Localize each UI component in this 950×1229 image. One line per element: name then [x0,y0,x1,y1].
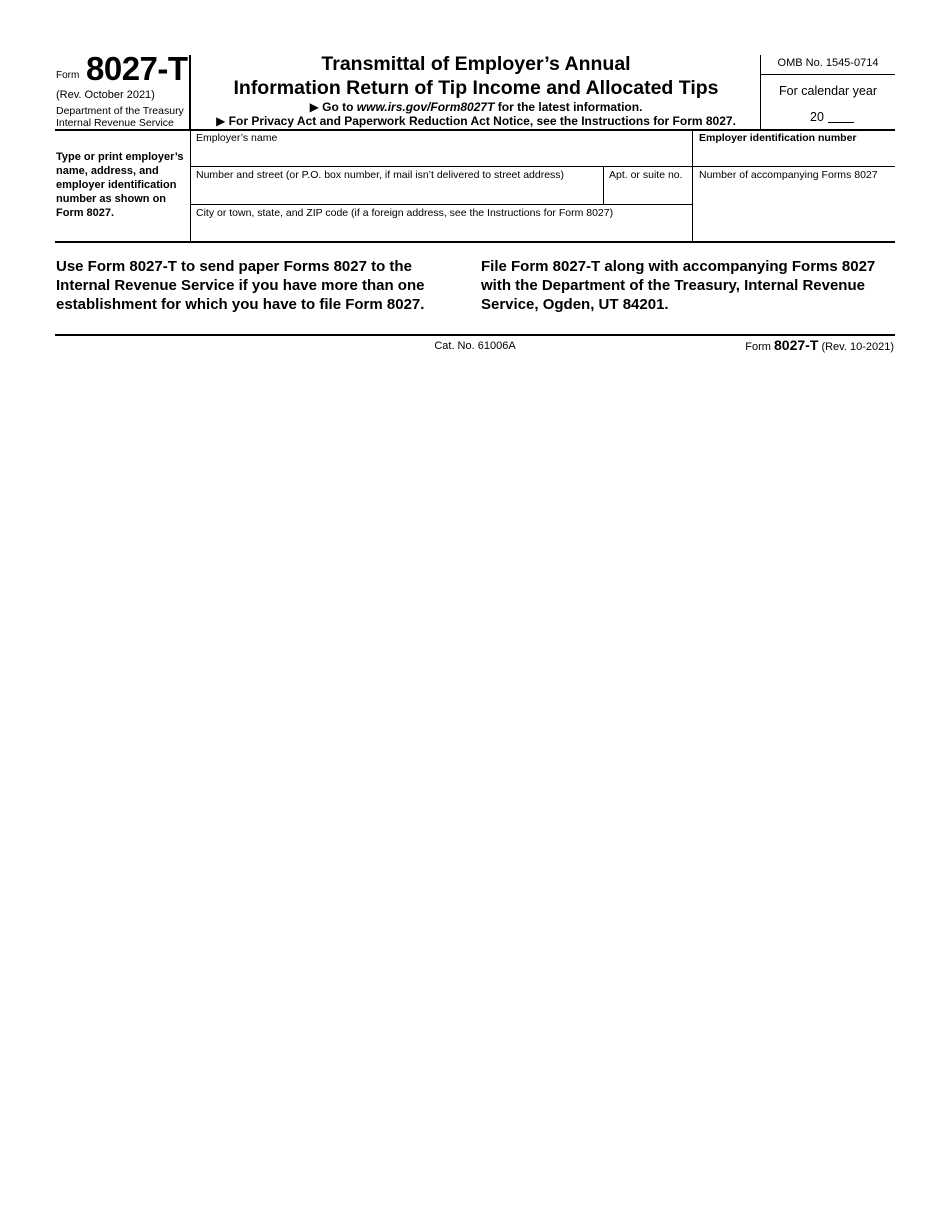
form-title-line1: Transmittal of Employer’s Annual [321,53,631,75]
form-label: Form [56,70,80,81]
irs-url-link[interactable]: www.irs.gov/Form8027T [356,100,495,114]
goto-prefix: ▶ Go to [309,100,357,114]
calendar-year-label: For calendar year [779,84,877,98]
divider [692,131,693,242]
divider [191,204,693,205]
form-title-line2: Information Return of Tip Income and Allocated Tips [233,77,719,99]
divider [693,166,895,167]
block-bottom-rule [55,241,895,243]
city-state-zip-field[interactable]: City or town, state, and ZIP code (if a foreign address, see the Instructions for Form 8027) [196,207,614,219]
divider [191,166,693,167]
form-revision: (Rev. October 2021) [56,89,155,101]
goto-suffix: for the latest information. [494,100,643,114]
catalog-number: Cat. No. 61006A [434,340,516,352]
privacy-notice: ▶ For Privacy Act and Paperwork Reduction Act Notice, see the Instructions for Form 8027. [216,114,736,128]
street-address-field[interactable]: Number and street (or P.O. box number, if mail isn’t delivered to street address) [196,169,565,181]
employer-name-field[interactable]: Employer’s name [196,132,278,144]
divider [603,166,604,204]
form-title [191,52,761,100]
issuing-agency [56,105,190,129]
year-prefix: 20 [810,110,824,124]
omb-number: OMB No. 1545-0714 [777,57,879,69]
year-input[interactable] [828,122,854,123]
footer-revision: (Rev. 10-2021) [821,341,894,353]
filing-instructions: File Form 8027-T along with accompanying Forms 8027 with the Department of the Treasury, Internal Revenue Service, Ogden, UT 84201. [481,258,876,313]
num-forms-field[interactable]: Number of accompanying Forms 8027 [699,169,878,181]
department-name: Department of the Treasury [56,105,184,117]
footer-rule [55,334,895,336]
usage-instructions: Use Form 8027-T to send paper Forms 8027 to the Internal Revenue Service if you have more than one establishment for which you have to file Form 8027. [56,258,425,313]
footer-form-word: Form [745,341,771,353]
goto-notice [191,100,761,114]
agency-name: Internal Revenue Service [56,117,174,129]
divider [190,55,191,242]
footer-form-id [600,337,894,353]
apt-suite-field[interactable]: Apt. or suite no. [609,169,683,181]
header-rule [55,129,895,131]
employer-block-instructions: Type or print employer’s name, address, and employer identification number as shown on Form 8027. [56,151,184,219]
ein-field[interactable]: Employer identification number [699,132,857,144]
divider [761,74,895,75]
form-number: 8027-T [86,50,188,87]
footer-form-number: 8027-T [774,337,819,353]
